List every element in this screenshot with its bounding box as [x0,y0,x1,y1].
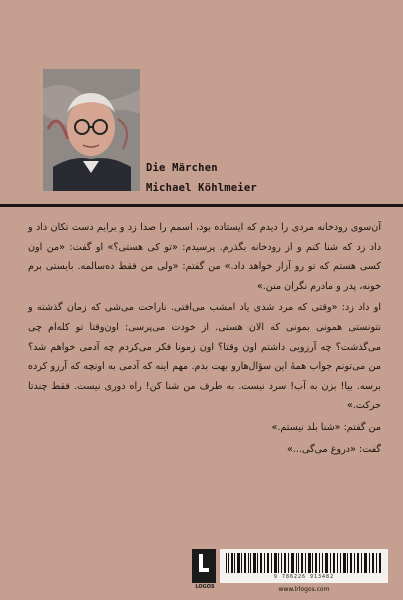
barcode [220,549,388,583]
blurb-paragraph: او داد زد: «وقتی که مرد شدی یاد امشب می‌افتی. ناراحت می‌شی که زمان گذشته و نتونستی همونی بمونی که الان هستی. از خودت می‌پرسی: اون‌وقتا تو کله‌ام چی می‌گذشت؟ چه آرزویی داشتم اون وقتا؟ اون زمونا فکر می‌کردم چه آدمی خواهم شد؟ من می‌تونم جواب همهٔ این سؤال‌هارو بهت بدم. مهم اینه که آدمی به اونچه که آرزو کرده برسه. بیا! بزن به آب! سرد نیست. به طرف من شنا کن! راه دوری نیست. فقط چندتا حرکت.» [28,302,381,412]
book-author: Michael Köhlmeier [146,182,257,194]
blurb-text [28,218,381,461]
barcode-icon [226,553,382,573]
title-block [146,158,257,198]
author-portrait [43,69,140,191]
publisher-logo-icon [196,552,212,574]
publisher-website: www.lrlogos.com [278,586,330,593]
blurb-paragraph: گفت: «دروغ می‌گی...» [286,443,381,455]
book-title: Die Märchen [146,162,218,174]
publisher-logo-text: LOGOS [195,584,215,590]
isbn-number: 9 786226 913482 [273,574,335,580]
blurb-paragraph: من گفتم: «شنا بلد نیستم.» [271,421,381,433]
divider-bar [0,204,403,207]
blurb-paragraph: آن‌سوی رودخانه مردی را دیدم که ایستاده بود، اسمم را صدا زد و برایم دست تکان داد و داد زد که شنا کنم و از رودخانه بگذرم. پرسیدم: «تو کی هستی؟» او گفت: «من اون کسی هستم که تو رو آزار خواهد داد.» من گفتم: «ولی من فقط ده‌سالمه. بایستی برم خونه، پدر و مادرم نگران منن.» [28,222,381,292]
publisher-logo [192,549,216,583]
author-portrait-image [43,69,140,191]
